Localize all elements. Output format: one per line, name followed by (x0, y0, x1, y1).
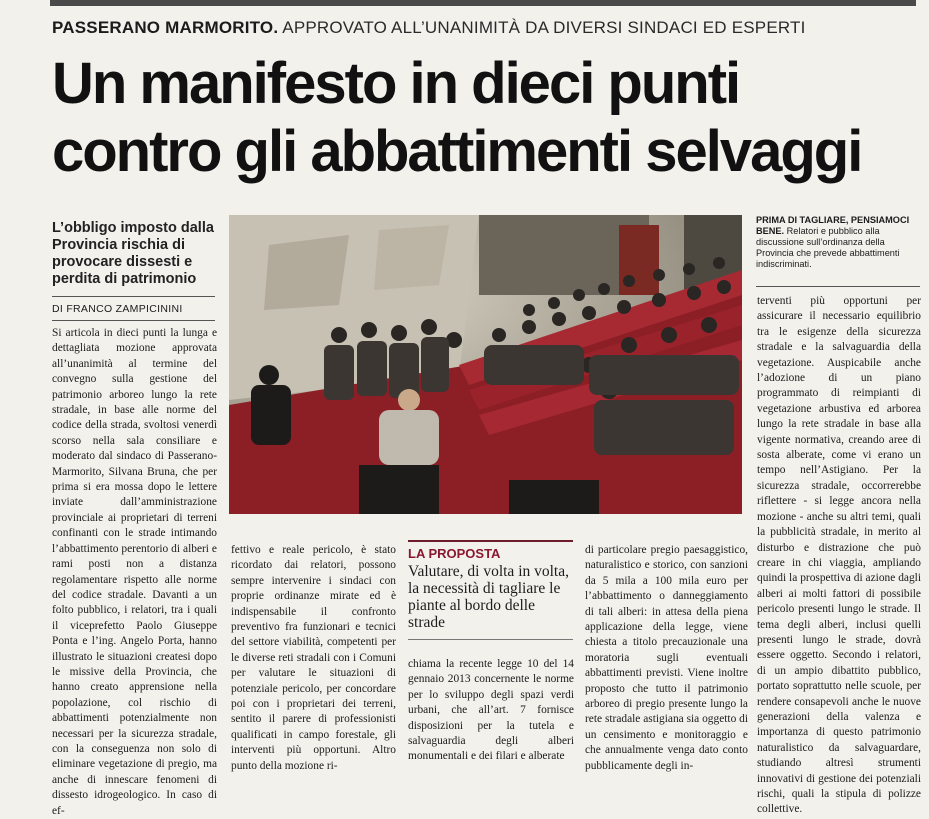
kicker-text: APPROVATO ALL’UNANIMITÀ DA DIVERSI SINDACI ED ESPERTI (282, 18, 806, 37)
divider (52, 296, 215, 297)
box-text: Valutare, di volta in volta, la necessità di tagliare le piante al bordo delle strade (408, 563, 569, 631)
article-column-2: fettivo e reale pericolo, è stato ricordato dai relatori, possono sempre intervenire i sindaci con proprie ordinanze mirate ed è indispensabile il confronto preventivo fra funzionari e tecnici del settore viabilità, competenti per le diverse reti stradali con i Comuni per valutare le situazioni di potenziale pericolo, per concordare poi con i proprietari dei terreni, sentito il parere di professionisti qualificati in campo forestale, gli interventi più opportuni. Altro punto della mozione ri- (231, 544, 396, 772)
article-column-3: chiama la recente legge 10 del 14 gennaio 2013 concernente le norme per lo sviluppo degli spazi verdi urbani, che all’art. 7 fornisce disposizioni per la tutela e salvaguardia degli alberi monumentali e dei filari e alberate (408, 658, 574, 763)
kicker-place: PASSERANO MARMORITO. (52, 18, 279, 37)
kicker (52, 18, 806, 38)
headline-line-2: contro gli abbattimenti selvaggi (52, 119, 862, 184)
article-column-4: di particolare pregio paesaggistico, naturalistico e storico, con sanzioni da 5 mila a 100 mila euro per l’abbattimento o danneggiamento di tali alberi: in attesa della piena applicazione della legge, viene chiesta a titolo precauzionale una moratoria sugli eventuali abbattimenti previsti. Viene inoltre proposto che tutto il patrimonio arboreo di pregio presente lungo la rete stradale astigiana sia oggetto di un censimento e monitoraggio e che annualmente venga dato conto pubblicamente degli in- (585, 544, 748, 772)
box-label: LA PROPOSTA (408, 546, 501, 561)
subheadline: L’obbligo imposto dalla Provincia rischia di provocare dissesti e perdita di patrimonio (52, 220, 214, 287)
article-column-5: terventi più opportuni per assicurare il necessario equilibrio tra le esigenze della sicurezza stradale e la salvaguardia della vegetazione. Auspicabile anche l’adozione di un piano programmato di reimpianti di vegetazione arbustiva ed arborea lungo la rete stradale in base alla vigente normativa, creando aree di sosta alberate, come vi erano un tempo nell’Astigiano. Per la sicurezza stradale, occorrerebbe riflettere - si legge ancora nella mozione - anche su altri temi, quali la pubblicità stradale, in merito al disturbo e distrazione che può creare in chi viaggia, ampliando quindi la prospettiva di azione dagli alberi ai molti fattori di possibile pericolo presenti lungo le strade. Il tema degli alberi, inclusi quelli presenti lungo le strade, dovrà essere oggetto. Secondo i relatori, di un ampio dibattito pubblico, portato soprattutto nelle scuole, per rendere consapevoli anche le nuove generazioni della valenza e importanza di questo patrimonio naturalistico da salvaguardare, studiando altresì strumenti innovativi di gestione dei potenziali rischi, quali la stipula di polizze collettive. (757, 295, 921, 816)
caption-text: Relatori e pubblico alla discussione sull’ordinanza della Provincia che prevede abbattimenti indiscriminati. (756, 226, 900, 269)
caption-lead: PRIMA DI TAGLIARE, PENSIAMOCI BENE. (756, 215, 910, 236)
photo-caption (756, 215, 919, 270)
meeting-hall-illustration (229, 215, 742, 514)
headline (52, 50, 861, 186)
top-rule (50, 0, 916, 6)
proposal-box (408, 540, 573, 640)
box-rule (408, 639, 573, 640)
box-rule (408, 540, 573, 542)
divider (756, 286, 920, 287)
byline: DI FRANCO ZAMPICININI (52, 303, 183, 315)
meeting-photo (229, 215, 742, 514)
article-column-1: Si articola in dieci punti la lunga e dettagliata mozione approvata all’unanimità al termine del convegno sulla gestione del patrimonio arboreo lungo la rete stradale, in base alle norme del codice della strada, svoltosi venerdì scorso nella sala consiliare e moderato dal sindaco di Passerano-Marmorito, Silvana Bruna, che per prima si era mossa dopo le lettere inviate dall’amministrazione provinciale ai proprietari di terreni confinanti con le strade intimando l’abbattimento perentorio di alberi e rami posti non a distanza regolamentare rispetto alle norme del codice stradale. Davanti a un folto pubblico, i relatori, tra i quali il viceprefetto Paolo Giuseppe Ponta e l’ing. Angelo Porta, hanno illustrato le situazioni createsi dopo le missive della Provincia, che hanno creato apprensione nella popolazione, col rischio di abbattimenti potenzialmente non necessari per la sicurezza stradale, con la conseguenza non solo di eliminare vegetazione di pregio, ma anche di innescare fenomeni di dissesto idrogeologico. In caso di ef- (52, 327, 217, 817)
headline-line-1: Un manifesto in dieci punti (52, 51, 740, 116)
divider (52, 320, 215, 321)
